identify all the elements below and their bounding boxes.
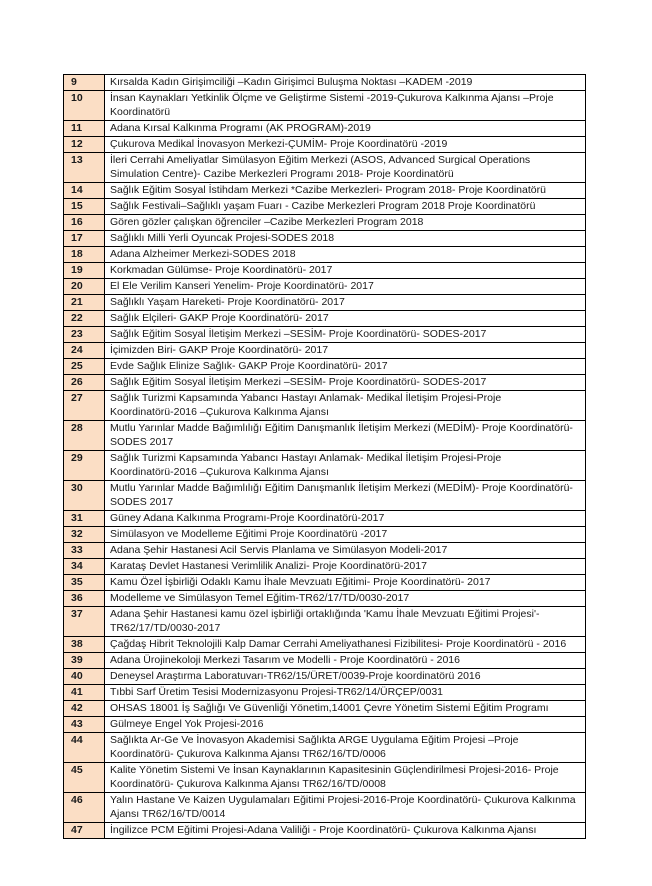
row-number-cell: 46 xyxy=(64,793,105,823)
table-row xyxy=(64,137,586,153)
table-row xyxy=(64,183,586,199)
row-text-cell: Çukurova Medikal İnovasyon Merkezi-ÇUMİM- Proje Koordinatörü -2019 xyxy=(105,137,586,153)
table-row xyxy=(64,231,586,247)
row-text-cell: Sağlıklı Milli Yerli Oyuncak Projesi-SODES 2018 xyxy=(105,231,586,247)
table-row xyxy=(64,685,586,701)
table-row xyxy=(64,823,586,839)
row-text-cell: Sağlık Turizmi Kapsamında Yabancı Hastayı Anlamak- Medikal İletişim Projesi-Proje Koordinatörü-2016 –Çukurova Kalkınma Ajansı xyxy=(105,451,586,481)
row-number-cell: 24 xyxy=(64,343,105,359)
row-text-cell: Sağlıkta Ar-Ge Ve İnovasyon Akademisi Sağlıkta ARGE Uygulama Eğitim Projesi –Proje Koordinatörü- Çukurova Kalkınma Ajansı TR62/16/TD/0006 xyxy=(105,733,586,763)
row-text-cell: Sağlıklı Yaşam Hareketi- Proje Koordinatörü- 2017 xyxy=(105,295,586,311)
projects-table-body xyxy=(64,75,586,839)
row-number-cell: 38 xyxy=(64,637,105,653)
row-text-cell: Sağlık Eğitim Sosyal İstihdam Merkezi *Cazibe Merkezleri- Program 2018- Proje Koordinatörü xyxy=(105,183,586,199)
table-row xyxy=(64,717,586,733)
row-number-cell: 27 xyxy=(64,391,105,421)
table-row xyxy=(64,511,586,527)
table-row xyxy=(64,153,586,183)
row-number-cell: 11 xyxy=(64,121,105,137)
table-row xyxy=(64,121,586,137)
table-row xyxy=(64,669,586,685)
row-text-cell: Sağlık Eğitim Sosyal İletişim Merkezi –SESİM- Proje Koordinatörü- SODES-2017 xyxy=(105,327,586,343)
table-row xyxy=(64,311,586,327)
table-row xyxy=(64,391,586,421)
table-row xyxy=(64,543,586,559)
row-number-cell: 21 xyxy=(64,295,105,311)
row-number-cell: 16 xyxy=(64,215,105,231)
row-number-cell: 33 xyxy=(64,543,105,559)
row-number-cell: 18 xyxy=(64,247,105,263)
table-row xyxy=(64,575,586,591)
row-number-cell: 40 xyxy=(64,669,105,685)
row-text-cell: Adana Şehir Hastanesi kamu özel işbirliği ortaklığında 'Kamu İhale Mevzuatı Eğitimi Projesi'- TR62/17/TD/0030-2017 xyxy=(105,607,586,637)
row-number-cell: 31 xyxy=(64,511,105,527)
table-row xyxy=(64,701,586,717)
table-row xyxy=(64,215,586,231)
row-number-cell: 28 xyxy=(64,421,105,451)
table-row xyxy=(64,591,586,607)
table-row xyxy=(64,527,586,543)
row-number-cell: 42 xyxy=(64,701,105,717)
table-row xyxy=(64,653,586,669)
table-row xyxy=(64,559,586,575)
row-number-cell: 10 xyxy=(64,91,105,121)
row-number-cell: 22 xyxy=(64,311,105,327)
table-row xyxy=(64,607,586,637)
row-text-cell: Evde Sağlık Elinize Sağlık- GAKP Proje Koordinatörü- 2017 xyxy=(105,359,586,375)
row-text-cell: Gülmeye Engel Yok Projesi-2016 xyxy=(105,717,586,733)
row-text-cell: Sağlık Turizmi Kapsamında Yabancı Hastayı Anlamak- Medikal İletişim Projesi-Proje Koordinatörü-2016 –Çukurova Kalkınma Ajansı xyxy=(105,391,586,421)
table-row xyxy=(64,375,586,391)
table-row xyxy=(64,327,586,343)
row-number-cell: 35 xyxy=(64,575,105,591)
row-number-cell: 15 xyxy=(64,199,105,215)
row-text-cell: Kırsalda Kadın Girişimciliği –Kadın Girişimci Buluşma Noktası –KADEM -2019 xyxy=(105,75,586,91)
row-number-cell: 47 xyxy=(64,823,105,839)
table-row xyxy=(64,91,586,121)
row-text-cell: Kamu Özel İşbirliği Odaklı Kamu İhale Mevzuatı Eğitimi- Proje Koordinatörü- 2017 xyxy=(105,575,586,591)
row-number-cell: 34 xyxy=(64,559,105,575)
table-row xyxy=(64,637,586,653)
row-number-cell: 39 xyxy=(64,653,105,669)
row-text-cell: Sağlık Eğitim Sosyal İletişim Merkezi –SESİM- Proje Koordinatörü- SODES-2017 xyxy=(105,375,586,391)
row-text-cell: El Ele Verilim Kanseri Yenelim- Proje Koordinatörü- 2017 xyxy=(105,279,586,295)
row-text-cell: OHSAS 18001 İş Sağlığı Ve Güvenliği Yönetim,14001 Çevre Yönetim Sistemi Eğitim Programı xyxy=(105,701,586,717)
row-text-cell: Deneysel Araştırma Laboratuvarı-TR62/15/ÜRET/0039-Proje koordinatörü 2016 xyxy=(105,669,586,685)
projects-table xyxy=(63,74,586,839)
row-number-cell: 20 xyxy=(64,279,105,295)
row-text-cell: İngilizce PCM Eğitimi Projesi-Adana Valiliği - Proje Koordinatörü- Çukurova Kalkınma Ajansı xyxy=(105,823,586,839)
table-row xyxy=(64,763,586,793)
row-number-cell: 43 xyxy=(64,717,105,733)
row-text-cell: Adana Kırsal Kalkınma Programı (AK PROGRAM)-2019 xyxy=(105,121,586,137)
row-number-cell: 36 xyxy=(64,591,105,607)
table-row xyxy=(64,793,586,823)
row-text-cell: Adana Alzheimer Merkezi-SODES 2018 xyxy=(105,247,586,263)
row-number-cell: 30 xyxy=(64,481,105,511)
row-number-cell: 13 xyxy=(64,153,105,183)
row-text-cell: Adana Ürojinekoloji Merkezi Tasarım ve Modelli - Proje Koordinatörü - 2016 xyxy=(105,653,586,669)
table-row xyxy=(64,199,586,215)
row-text-cell: İnsan Kaynakları Yetkinlik Ölçme ve Geliştirme Sistemi -2019-Çukurova Kalkınma Ajansı –Proje Koordinatörü xyxy=(105,91,586,121)
row-number-cell: 9 xyxy=(64,75,105,91)
row-text-cell: Mutlu Yarınlar Madde Bağımlılığı Eğitim Danışmanlık İletişim Merkezi (MEDİM)- Proje Koordinatörü- SODES 2017 xyxy=(105,421,586,451)
row-number-cell: 32 xyxy=(64,527,105,543)
table-row xyxy=(64,343,586,359)
table-row xyxy=(64,421,586,451)
row-text-cell: Simülasyon ve Modelleme Eğitimi Proje Koordinatörü -2017 xyxy=(105,527,586,543)
row-number-cell: 29 xyxy=(64,451,105,481)
row-number-cell: 19 xyxy=(64,263,105,279)
row-number-cell: 23 xyxy=(64,327,105,343)
row-text-cell: Karataş Devlet Hastanesi Verimlilik Analizi- Proje Koordinatörü-2017 xyxy=(105,559,586,575)
row-number-cell: 14 xyxy=(64,183,105,199)
row-text-cell: Sağlık Elçileri- GAKP Proje Koordinatörü- 2017 xyxy=(105,311,586,327)
row-number-cell: 44 xyxy=(64,733,105,763)
table-row xyxy=(64,359,586,375)
table-row xyxy=(64,451,586,481)
table-row xyxy=(64,75,586,91)
row-text-cell: Mutlu Yarınlar Madde Bağımlılığı Eğitim Danışmanlık İletişim Merkezi (MEDİM)- Proje Koordinatörü- SODES 2017 xyxy=(105,481,586,511)
row-number-cell: 37 xyxy=(64,607,105,637)
row-number-cell: 41 xyxy=(64,685,105,701)
table-row xyxy=(64,263,586,279)
row-text-cell: Tıbbi Sarf Üretim Tesisi Modernizasyonu Projesi-TR62/14/ÜRÇEP/0031 xyxy=(105,685,586,701)
table-row xyxy=(64,295,586,311)
row-number-cell: 17 xyxy=(64,231,105,247)
row-text-cell: Sağlık Festivali–Sağlıklı yaşam Fuarı - Cazibe Merkezleri Program 2018 Proje Koordinatörü xyxy=(105,199,586,215)
table-row xyxy=(64,247,586,263)
row-text-cell: Adana Şehir Hastanesi Acil Servis Planlama ve Simülasyon Modeli-2017 xyxy=(105,543,586,559)
table-row xyxy=(64,733,586,763)
row-text-cell: Korkmadan Gülümse- Proje Koordinatörü- 2017 xyxy=(105,263,586,279)
table-row xyxy=(64,279,586,295)
row-text-cell: Modelleme ve Simülasyon Temel Eğitim-TR62/17/TD/0030-2017 xyxy=(105,591,586,607)
row-number-cell: 12 xyxy=(64,137,105,153)
row-text-cell: İçimizden Biri- GAKP Proje Koordinatörü- 2017 xyxy=(105,343,586,359)
row-text-cell: Çağdaş Hibrit Teknolojili Kalp Damar Cerrahi Ameliyathanesi Fizibilitesi- Proje Koordinatörü - 2016 xyxy=(105,637,586,653)
row-number-cell: 45 xyxy=(64,763,105,793)
table-row xyxy=(64,481,586,511)
row-text-cell: Gören gözler çalışkan öğrenciler –Cazibe Merkezleri Program 2018 xyxy=(105,215,586,231)
row-text-cell: Kalite Yönetim Sistemi Ve İnsan Kaynaklarının Kapasitesinin Güçlendirilmesi Projesi-2016- Proje Koordinatörü- Çukurova Kalkınma Ajansı TR62/16/TD/0008 xyxy=(105,763,586,793)
row-number-cell: 25 xyxy=(64,359,105,375)
row-number-cell: 26 xyxy=(64,375,105,391)
row-text-cell: Yalın Hastane Ve Kaizen Uygulamaları Eğitimi Projesi-2016-Proje Koordinatörü- Çukurova Kalkınma Ajansı TR62/16/TD/0014 xyxy=(105,793,586,823)
row-text-cell: Güney Adana Kalkınma Programı-Proje Koordinatörü-2017 xyxy=(105,511,586,527)
row-text-cell: İleri Cerrahi Ameliyatlar Simülasyon Eğitim Merkezi (ASOS, Advanced Surgical Operations Simulation Centre)- Cazibe Merkezleri Programı 2018- Proje Koordinatörü xyxy=(105,153,586,183)
